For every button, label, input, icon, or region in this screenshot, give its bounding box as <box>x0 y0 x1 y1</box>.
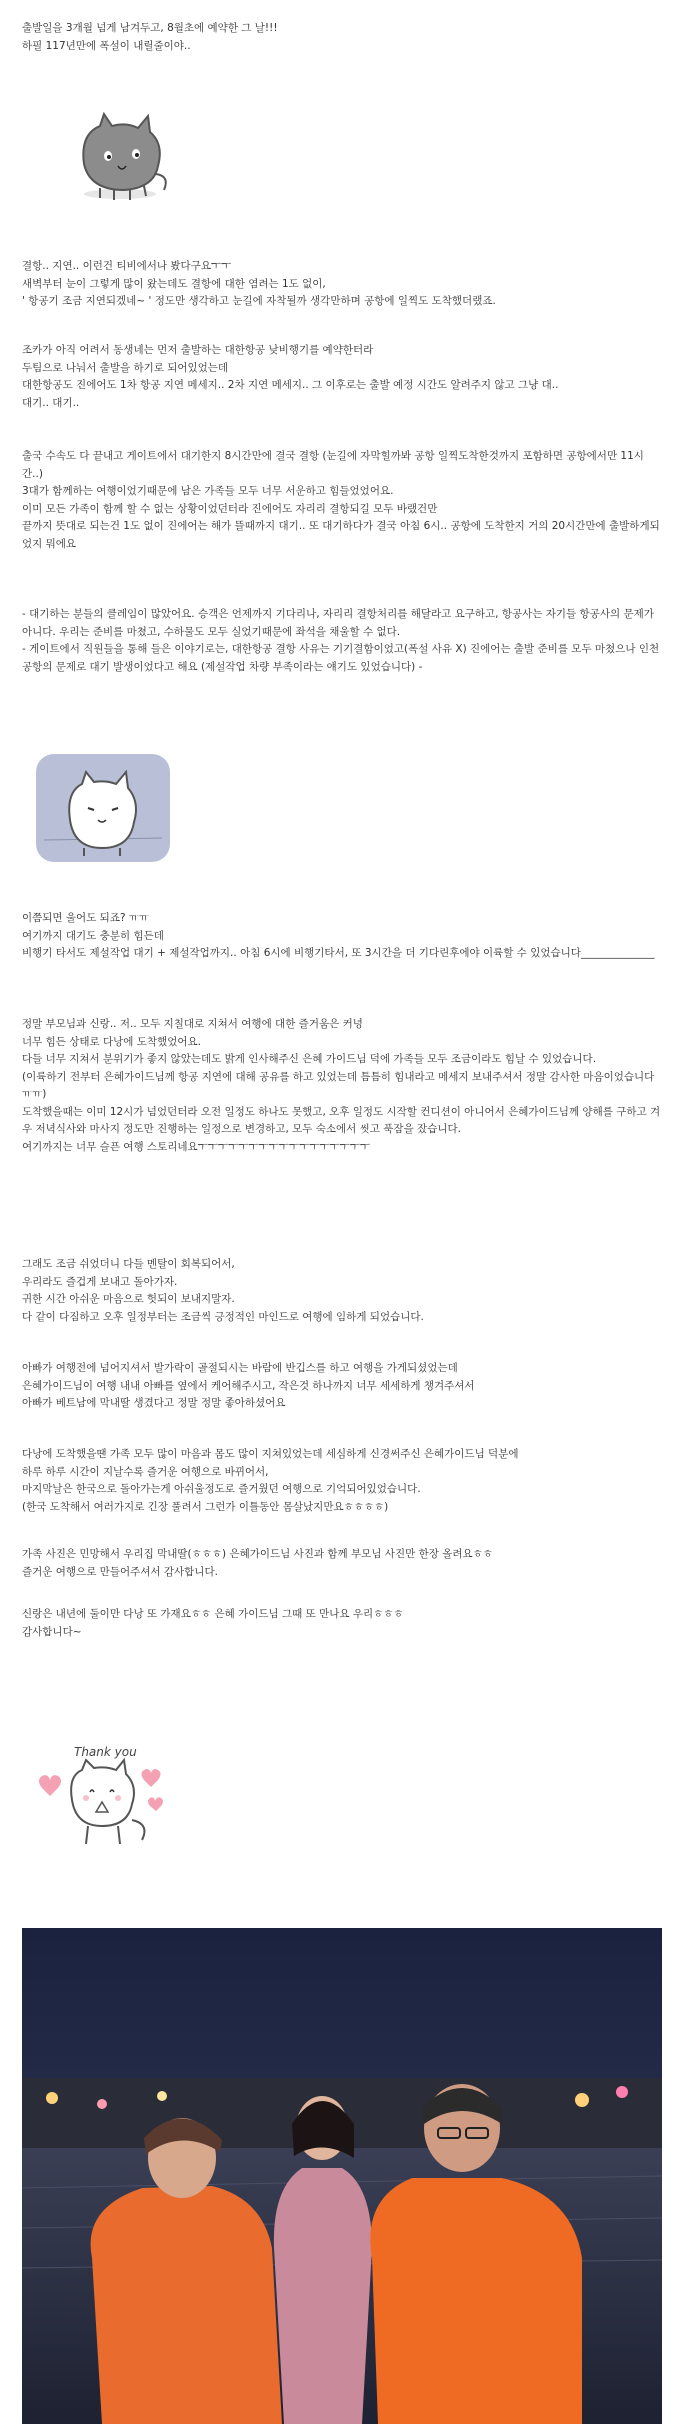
white-cat-sticker <box>34 752 172 864</box>
text-line: - 게이트에서 직원들을 통해 들은 이야기로는, 대한항공 결항 사유는 기기결함이었고(폭설 사유 X) 진에어는 출발 준비를 모두 마쳤으나 인천 공항의 문제로 대기 발생이었다고 해요 (제설작업 차량 부족이라는 얘기도 있었습니다) - <box>22 643 660 673</box>
paragraph-arrival <box>22 1016 662 1156</box>
paragraph-deicing <box>22 910 662 963</box>
paragraph-recovery <box>22 1256 662 1326</box>
text-line: 우리라도 즐겁게 보내고 돌아가자. <box>22 1275 178 1288</box>
boat-night-photo-image <box>22 1928 662 2424</box>
text-line: 감사합니다~ <box>22 1625 82 1638</box>
text-line: 여기까지는 너무 슬픈 여행 스토리네요ㅜㅜㅜㅜㅜㅜㅜㅜㅜㅜㅜㅜㅜㅜㅜㅜㅜ <box>22 1140 371 1153</box>
text-line: 이쯤되면 울어도 되죠? ㅠㅠ <box>22 912 150 924</box>
paragraph-cancellation <box>22 258 662 311</box>
text-line: 정말 부모님과 신랑.. 저.. 모두 지칠대로 지쳐서 여행에 대한 즐거움은 커녕 <box>22 1018 363 1030</box>
text-line: - 대기하는 분들의 클레임이 많았어요. 승객은 언제까지 기다리나, 자리리 결항처리를 해달라고 요구하고, 항공사는 자기들 항공사의 문제가 아니다. 우리는 준비를 마쳤고, 수하물도 모두 실었기때문에 좌석을 채울할 수 없다. <box>22 608 654 638</box>
text-line: 즐거운 여행으로 만들어주셔서 감사합니다. <box>22 1565 218 1578</box>
text-line: 다 같이 다짐하고 오후 일정부터는 조금씩 긍정적인 마인드로 여행에 임하게 되었습니다. <box>22 1310 424 1323</box>
text-line: 출발일을 3개월 넘게 남겨두고, 8월초에 예약한 그 날!!! <box>22 22 278 34</box>
text-line: 은혜가이드님이 여행 내내 아빠를 옆에서 케어해주시고, 작은것 하나까지 너무 세세하게 챙겨주셔서 <box>22 1379 475 1392</box>
paragraph-two-teams <box>22 342 662 412</box>
text-line: ' 항공기 조금 지연되겠네~ ' 정도만 생각하고 눈길에 자착될까 생각만하며 공항에 일찍도 도착했더랬죠. <box>22 295 496 307</box>
text-line: 끝까지 뜻대로 되는건 1도 없이 진에어는 해가 뜰때까지 대기.. 또 대기하다가 결국 아침 6시.. 공항에 도착한지 거의 20시간만에 출발하게되었지 뭐에요 <box>22 520 660 550</box>
thank-you-cat-icon <box>28 1736 178 1854</box>
text-line: 다들 너무 지쳐서 분위기가 좋지 않았는데도 밝게 인사해주신 은혜 가이드님 덕에 가족들 모두 조금이라도 힘날 수 있었습니다. <box>22 1053 597 1065</box>
text-line: (한국 도착해서 여러가지로 긴장 풀려서 그런가 이틀동안 몸살났지만요ㅎㅎㅎㅎ) <box>22 1500 389 1513</box>
text-line: 출국 수속도 다 끝내고 게이트에서 대기한지 8시간만에 결국 결항 (눈길에 자막힐까봐 공항 일찍도착한것까지 포함하면 공항에서만 11시간..) <box>22 450 644 480</box>
gray-cat-icon <box>60 104 172 204</box>
text-line: (이륙하기 전부터 은혜가이드님께 항공 지연에 대해 공유를 하고 있었는데 틈틈히 힘내라고 메세지 보내주셔서 정말 감사한 마음이었습니다ㅠㅠ) <box>22 1070 655 1100</box>
text-line: 비행기 타서도 제설작업 대기 + 제설작업까지.. 아침 6시에 비행기타서, 또 3시간을 더 기다린후에야 이륙할 수 있었습니다______________ <box>22 947 655 959</box>
text-line: 결항.. 지연.. 이런건 티비에서나 봤다구요ㅜㅜ <box>22 260 232 272</box>
gray-cat-sticker <box>60 104 172 204</box>
text-line: 대기.. 대기.. <box>22 396 80 409</box>
text-line: 신랑은 내년에 둘이만 다낭 또 가재요ㅎㅎ 은혜 가이드님 그때 또 만나요 우리ㅎㅎㅎ <box>22 1608 404 1620</box>
text-line: 마지막날은 한국으로 돌아가는게 아쉬울정도로 즐거웠던 여행으로 기억되어있었습니다. <box>22 1483 421 1495</box>
text-line: 하루 하루 시간이 지날수록 즐거운 여행으로 바뀌어서, <box>22 1465 269 1478</box>
text-line: 두팀으로 나눠서 출발을 하기로 되어있었는데 <box>22 361 229 374</box>
family-boat-photo <box>22 1928 662 2424</box>
text-line: 도착했을때는 이미 12시가 넘었던터라 오전 일정도 하나도 못했고, 오후 일정도 시작할 컨디션이 아니어서 은혜가이드님께 양해를 구하고 겨우 저녁식사와 마사지 정도만 진행하는 일정으로 변경하고, 모두 숙소에서 씻고 푹잠을 잤습니다. <box>22 1105 661 1135</box>
text-line: 다낭에 도착했을땐 가족 모두 많이 마음과 몸도 많이 지쳐있었는데 세심하게 신경써주신 은혜가이드님 덕분에 <box>22 1448 519 1460</box>
text-line: 그래도 조금 쉬었더니 다들 멘탈이 회복되어서, <box>22 1258 235 1270</box>
text-line: 대한항공도 진에어도 1차 항공 지연 메세지.. 2차 지연 메세지.. 그 이후로는 출발 예정 시간도 알려주지 않고 그냥 대.. <box>22 379 559 391</box>
text-line: 새벽부터 눈이 그렇게 많이 왔는데도 결항에 대한 염려는 1도 없이, <box>22 277 326 290</box>
text-line: 하필 117년만에 폭설이 내릴줄이야.. <box>22 39 191 52</box>
paragraph-closing <box>22 1606 662 1641</box>
text-line: 조카가 아직 어려서 동생네는 먼저 출발하는 대한항공 낮비행기를 예약한터라 <box>22 344 374 356</box>
paragraph-notes <box>22 606 662 676</box>
text-line: 가족 사진은 민망해서 우리집 막내딸(ㅎㅎㅎ) 은혜가이드님 사진과 함께 부모님 사진만 한장 올려요ㅎㅎ <box>22 1548 493 1560</box>
text-line: 너무 힘든 상태로 다낭에 도착했었어요. <box>22 1035 201 1048</box>
text-line: 아빠가 여행전에 넘어지셔서 발가락이 골절되시는 바람에 반깁스를 하고 여행을 가게되셨었는데 <box>22 1362 458 1374</box>
paragraph-intro <box>22 20 662 55</box>
thank-you-label: Thank you <box>74 1745 137 1759</box>
text-line: 여기까지 대기도 충분히 힘든데 <box>22 929 164 942</box>
paragraph-photo-note <box>22 1546 662 1581</box>
text-line: 아빠가 베트남에 막내딸 생겼다고 정말 정말 좋아하셨어요 <box>22 1397 286 1409</box>
sad-cat-icon <box>34 752 172 864</box>
thank-you-cat-sticker <box>28 1736 178 1854</box>
text-line: 이미 모든 가족이 함께 할 수 없는 상황이었던터라 진에어도 자리리 결항되길 모두 바랬건만 <box>22 502 438 515</box>
paragraph-gate-wait <box>22 448 662 553</box>
text-line: 귀한 시간 아쉬운 마음으로 헛되이 보내지말자. <box>22 1293 235 1305</box>
text-line: 3대가 함께하는 여행이었기때문에 남은 가족들 모두 너무 서운하고 힘들었었어요. <box>22 485 394 497</box>
paragraph-father <box>22 1360 662 1413</box>
paragraph-guide-thanks <box>22 1446 662 1516</box>
